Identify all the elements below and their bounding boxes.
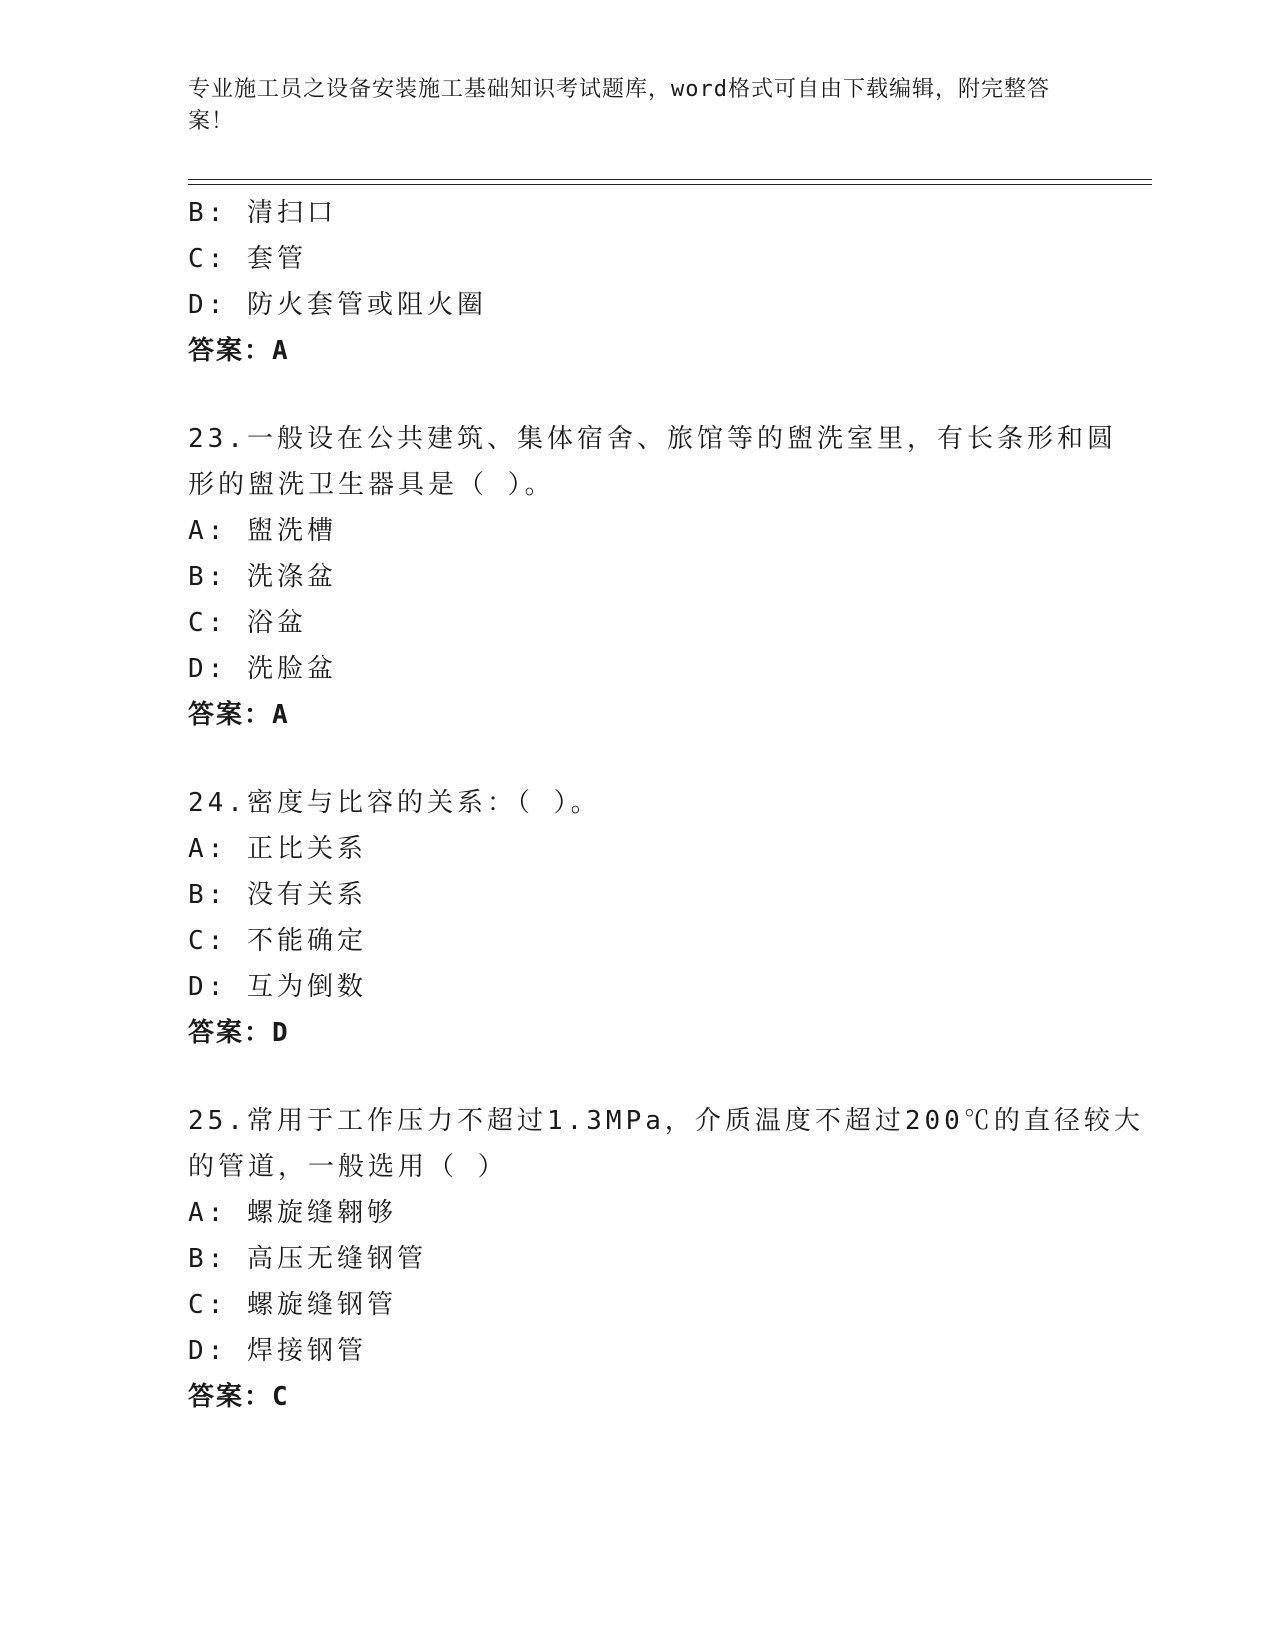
answer-line: 答案：D: [188, 1018, 290, 1048]
option-c: C: 浴盆: [188, 608, 307, 638]
option-a: A: 螺旋缝翱够: [188, 1198, 397, 1228]
question-stem-line-2: 的管道，一般选用（ ）: [188, 1152, 508, 1182]
option-a: A: 正比关系: [188, 834, 367, 864]
option-d: D: 焊接钢管: [188, 1336, 367, 1366]
spacer: [188, 738, 1088, 780]
option-d: D: 洗脸盆: [188, 654, 337, 684]
answer-line: 答案：A: [188, 700, 290, 730]
option-d: D: 互为倒数: [188, 972, 367, 1002]
question-list: [188, 190, 1144, 1420]
option-b: B: 高压无缝钢管: [188, 1244, 427, 1274]
question-23: [188, 416, 1117, 738]
header-rule-top: [188, 179, 1152, 180]
option-b: B: 没有关系: [188, 880, 367, 910]
option-c: C: 不能确定: [188, 926, 367, 956]
answer-line: 答案：A: [188, 336, 290, 366]
answer-line: 答案：C: [188, 1382, 290, 1412]
option-c: C: 螺旋缝钢管: [188, 1290, 397, 1320]
option-a: A: 盥洗槽: [188, 516, 337, 546]
header-rule-bottom: [188, 184, 1152, 185]
document-header: [188, 74, 1068, 138]
question-24: [188, 780, 1088, 1056]
question-stem-line-1: 23.一般设在公共建筑、集体宿舍、旅馆等的盥洗室里，有长条形和圆: [188, 424, 1117, 454]
question-25: [188, 1098, 1144, 1420]
option-c: C: 套管: [188, 244, 307, 274]
question-stem-line-1: 24.密度与比容的关系：（ ）。: [188, 788, 601, 818]
option-b: B: 洗涤盆: [188, 562, 337, 592]
header-title: 专业施工员之设备安装施工基础知识考试题库，word格式可自由下载编辑，附完整答案！: [188, 77, 1050, 134]
question-stem-line-2: 形的盥洗卫生器具是（ ）。: [188, 470, 555, 500]
spacer: [188, 1056, 1088, 1098]
spacer: [188, 374, 1088, 416]
option-b: B: 清扫口: [188, 198, 337, 228]
option-d: D: 防火套管或阻火圈: [188, 290, 487, 320]
question-fragment: [188, 190, 1088, 374]
question-stem-line-1: 25.常用于工作压力不超过1.3MPa，介质温度不超过200℃的直径较大: [188, 1106, 1144, 1136]
